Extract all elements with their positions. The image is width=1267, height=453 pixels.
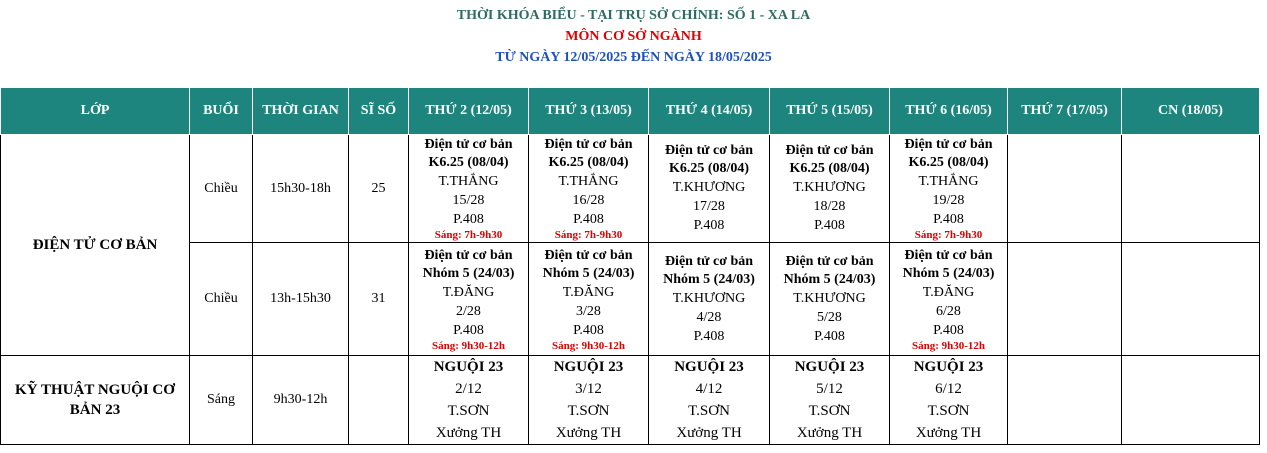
subject-title: MÔN CƠ SỞ NGÀNH <box>565 29 702 44</box>
lesson-progress: 6/28 <box>936 303 961 319</box>
lesson-subject: Điện tử cơ bản <box>544 137 633 152</box>
lesson-group: K6.25 (08/04) <box>789 161 870 176</box>
lesson-subject: Điện tử cơ bản <box>904 247 993 263</box>
lesson-cell <box>890 243 1008 356</box>
lesson-progress: 4/28 <box>696 309 722 325</box>
lesson-progress: 6/12 <box>935 381 962 397</box>
lesson-subject: Điện tử cơ bản <box>785 253 874 269</box>
lesson-teacher: T.ĐĂNG <box>922 284 975 300</box>
buoi-cell: Chiều <box>190 135 253 243</box>
lesson-teacher: T.THẮNG <box>918 174 979 189</box>
lesson-teacher: T.KHƯƠNG <box>793 290 866 306</box>
empty-cell <box>1008 243 1122 356</box>
count-cell: 31 <box>349 243 409 356</box>
lesson-room: P.408 <box>453 212 484 227</box>
lesson-group: Nhóm 5 (24/03) <box>663 271 755 287</box>
col-header-buoi: BUỔI <box>190 88 253 135</box>
lesson-note: Sáng: 7h-9h30 <box>434 229 503 241</box>
lesson-progress: 18/28 <box>813 199 846 214</box>
lesson-teacher: T.ĐĂNG <box>562 284 615 300</box>
lesson-cell <box>890 135 1008 243</box>
lesson-teacher: T.SƠN <box>447 403 490 419</box>
empty-cell <box>1122 243 1260 356</box>
lesson-note: Sáng: 7h-9h30 <box>554 229 623 241</box>
lesson-subject: Điện tử cơ bản <box>904 137 993 152</box>
empty-cell <box>1122 356 1260 445</box>
col-header-thoi-gian: THỜI GIAN <box>253 88 349 135</box>
lesson-room: P.408 <box>693 328 725 344</box>
lesson-subject: Điện tử cơ bản <box>785 143 874 158</box>
lesson-subject: NGUỘI 23 <box>433 359 504 375</box>
lesson-group: K6.25 (08/04) <box>668 161 750 176</box>
lesson-group: Nhóm 5 (24/03) <box>902 265 995 281</box>
lesson-subject: NGUỘI 23 <box>794 359 865 375</box>
lesson-cell <box>770 356 890 445</box>
lesson-progress: 3/28 <box>576 303 601 319</box>
lesson-room: Xưởng TH <box>555 425 622 441</box>
count-cell <box>349 356 409 445</box>
table-row <box>1 356 1260 445</box>
col-header-si-so: SĨ SỐ <box>349 88 409 135</box>
buoi-cell: Sáng <box>190 356 253 445</box>
lesson-room: Xưởng TH <box>676 425 742 441</box>
lesson-progress: 5/12 <box>816 381 843 397</box>
lesson-teacher: T.SƠN <box>688 403 730 419</box>
lesson-teacher: T.SƠN <box>808 403 851 419</box>
lesson-subject: Điện tử cơ bản <box>664 253 754 269</box>
lesson-teacher: T.SƠN <box>567 403 610 419</box>
header-row <box>1 88 1260 135</box>
lesson-subject: Điện tử cơ bản <box>544 247 633 263</box>
lesson-progress: 19/28 <box>932 193 965 208</box>
date-range: TỪ NGÀY 12/05/2025 ĐẾN NGÀY 18/05/2025 <box>495 50 772 65</box>
lesson-group: K6.25 (08/04) <box>428 155 509 170</box>
lesson-room: P.408 <box>573 212 604 227</box>
lesson-room: P.408 <box>933 322 964 338</box>
lesson-teacher: T.KHƯƠNG <box>672 180 746 195</box>
col-header-thu-5: THỨ 5 (15/05) <box>770 88 890 135</box>
lesson-note: Sáng: 9h30-12h <box>551 339 626 352</box>
lesson-cell <box>409 356 529 445</box>
lesson-teacher: T.ĐĂNG <box>442 284 495 300</box>
lesson-progress: 2/12 <box>455 381 482 397</box>
lesson-cell <box>529 243 649 356</box>
lesson-subject: NGUỘI 23 <box>553 359 624 375</box>
time-cell: 9h30-12h <box>253 356 349 445</box>
lesson-cell <box>649 356 770 445</box>
col-header-cn: CN (18/05) <box>1122 88 1260 135</box>
lesson-room: P.408 <box>814 328 845 344</box>
lesson-group: Nhóm 5 (24/03) <box>542 265 635 281</box>
col-header-thu-4: THỨ 4 (14/05) <box>649 88 770 135</box>
lesson-group: K6.25 (08/04) <box>908 155 989 170</box>
lesson-progress: 2/28 <box>456 303 481 319</box>
col-header-thu-3: THỨ 3 (13/05) <box>529 88 649 135</box>
empty-cell <box>1008 135 1122 243</box>
table-row <box>1 135 1260 243</box>
empty-cell <box>1122 135 1260 243</box>
lesson-cell <box>529 356 649 445</box>
lesson-room: Xưởng TH <box>435 425 502 441</box>
lesson-progress: 16/28 <box>572 193 605 208</box>
lesson-note: Sáng: 9h30-12h <box>431 339 506 352</box>
lesson-room: Xưởng TH <box>915 425 982 441</box>
lesson-note: Sáng: 9h30-12h <box>911 339 986 352</box>
lesson-teacher: T.THẮNG <box>558 174 619 189</box>
table-row <box>1 243 1260 356</box>
count-cell: 25 <box>349 135 409 243</box>
lesson-progress: 17/28 <box>693 199 725 214</box>
empty-cell <box>1008 356 1122 445</box>
lesson-group: K6.25 (08/04) <box>548 155 629 170</box>
lesson-progress: 3/12 <box>575 381 602 397</box>
lesson-subject: Điện tử cơ bản <box>424 247 513 263</box>
lesson-cell <box>770 243 890 356</box>
lesson-teacher: T.KHƯƠNG <box>793 180 866 195</box>
lesson-room: P.408 <box>573 322 604 338</box>
col-header-thu-2: THỨ 2 (12/05) <box>409 88 529 135</box>
lesson-subject: NGUỘI 23 <box>913 359 984 375</box>
lesson-group: Nhóm 5 (24/03) <box>783 271 876 287</box>
lesson-progress: 4/12 <box>695 381 723 397</box>
lesson-cell <box>649 135 770 243</box>
col-header-thu-7: THỨ 7 (17/05) <box>1008 88 1122 135</box>
lesson-teacher: T.SƠN <box>927 403 970 419</box>
lesson-room: P.408 <box>453 322 484 338</box>
lesson-subject: Điện tử cơ bản <box>424 137 513 152</box>
lesson-cell <box>409 135 529 243</box>
lesson-subject: NGUỘI 23 <box>674 359 744 375</box>
lesson-teacher: T.KHƯƠNG <box>672 290 746 306</box>
lesson-room: P.408 <box>814 218 845 233</box>
lesson-cell <box>409 243 529 356</box>
lesson-cell <box>770 135 890 243</box>
timetable <box>0 87 1260 445</box>
time-cell: 13h-15h30 <box>253 243 349 356</box>
lesson-subject: Điện tử cơ bản <box>664 143 754 158</box>
time-cell: 15h30-18h <box>253 135 349 243</box>
lesson-progress: 5/28 <box>817 309 842 325</box>
lesson-note: Sáng: 7h-9h30 <box>914 229 983 241</box>
schedule-title: THỜI KHÓA BIỂU - TẠI TRỤ SỞ CHÍNH: SỐ 1 - XA LA <box>456 8 811 23</box>
col-header-thu-6: THỨ 6 (16/05) <box>890 88 1008 135</box>
lesson-room: P.408 <box>693 218 725 233</box>
lesson-room: Xưởng TH <box>796 425 863 441</box>
buoi-cell: Chiều <box>190 243 253 356</box>
col-header-lop: LỚP <box>1 88 190 135</box>
lesson-progress: 15/28 <box>452 193 485 208</box>
lesson-teacher: T.THẮNG <box>438 174 499 189</box>
class-name: ĐIỆN TỬ CƠ BẢN <box>1 135 190 356</box>
class-name: KỸ THUẬT NGUỘI CƠ BẢN 23 <box>1 356 190 445</box>
lesson-group: Nhóm 5 (24/03) <box>422 265 515 281</box>
lesson-room: P.408 <box>933 212 964 227</box>
lesson-cell <box>649 243 770 356</box>
lesson-cell <box>529 135 649 243</box>
lesson-cell <box>890 356 1008 445</box>
